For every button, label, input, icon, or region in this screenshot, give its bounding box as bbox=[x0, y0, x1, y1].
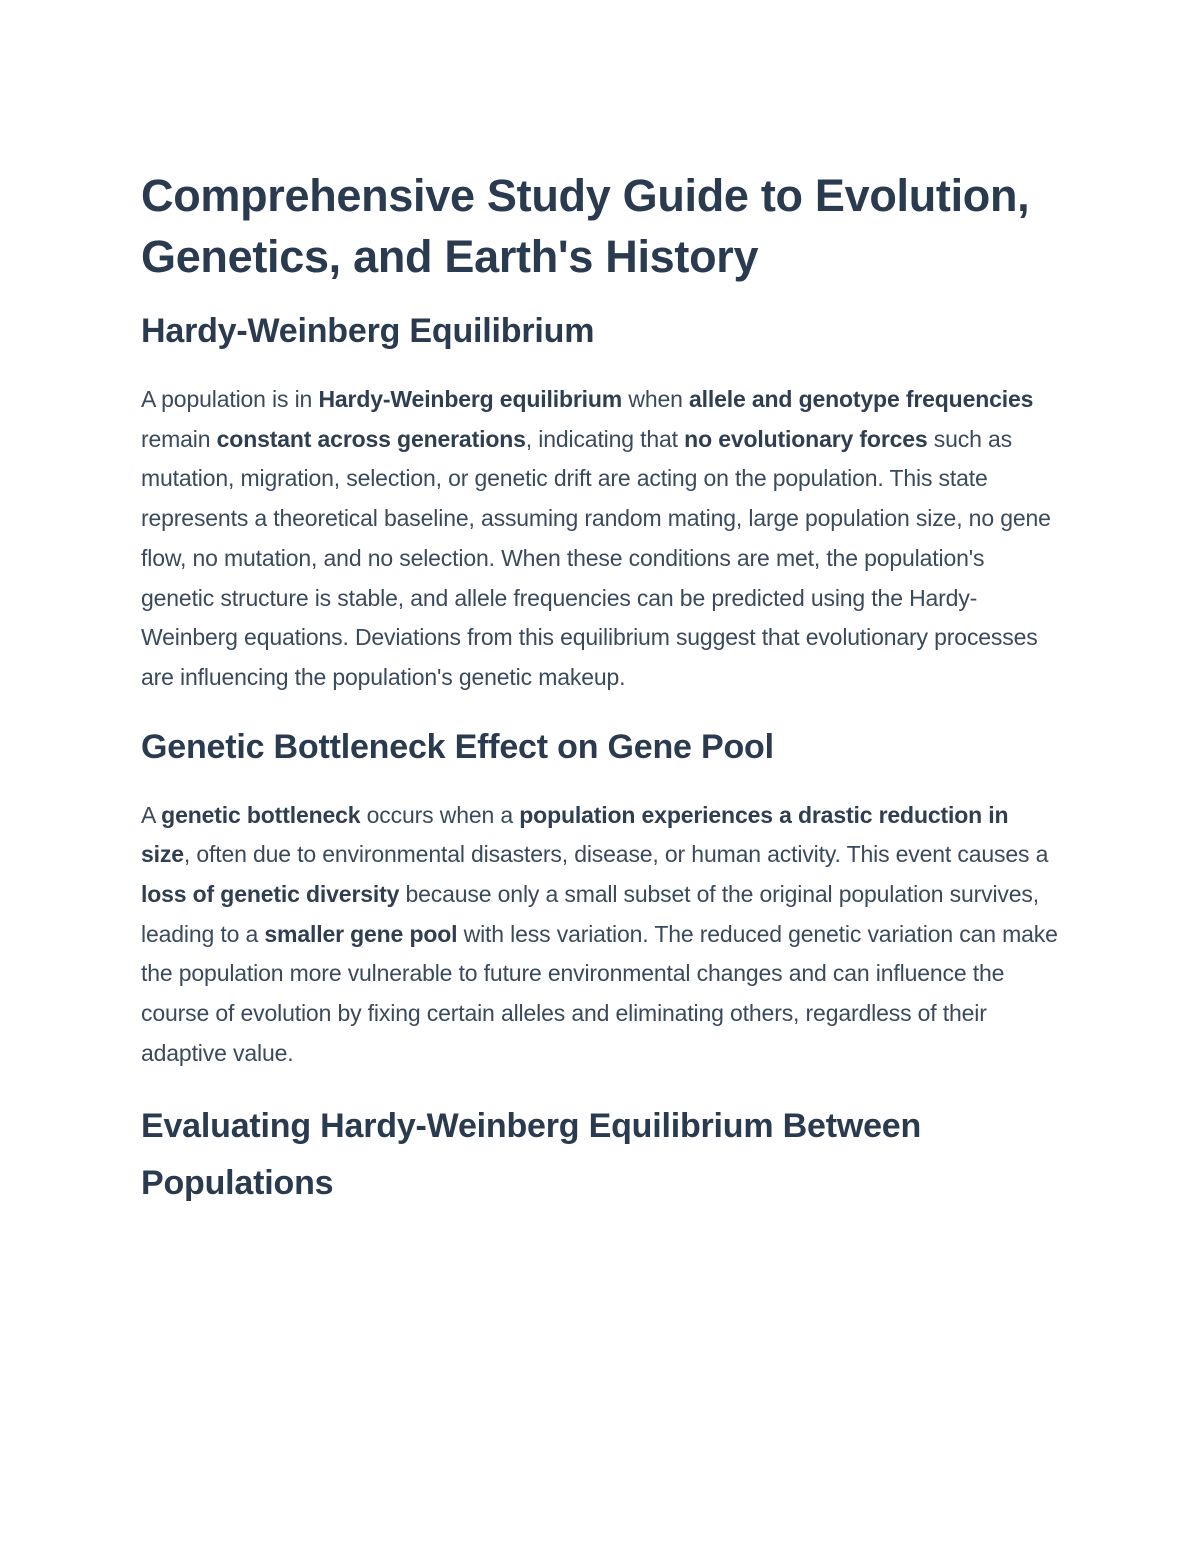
document-title: Comprehensive Study Guide to Evolution, Genetics, and Earth's History bbox=[141, 170, 1030, 282]
text-run: when bbox=[622, 386, 689, 412]
section-heading-hardy-weinberg: Hardy-Weinberg Equilibrium bbox=[141, 312, 595, 350]
document-page bbox=[141, 165, 1061, 1212]
text-run: A population is in bbox=[141, 386, 319, 412]
section-paragraph-genetic-bottleneck bbox=[141, 796, 1061, 1074]
section-heading-genetic-bottleneck: Genetic Bottleneck Effect on Gene Pool bbox=[141, 727, 774, 766]
text-run: , indicating that bbox=[525, 425, 685, 452]
bold-term: genetic bottleneck bbox=[161, 801, 361, 828]
text-run: because only a small subset of the original population survives, leading to a bbox=[141, 881, 1040, 947]
section-heading-evaluating-hardy-weinberg: Evaluating Hardy-Weinberg Equilibrium Between Populations bbox=[141, 1106, 922, 1202]
text-run: , often due to environmental disasters, disease, or human activity. This event causes a bbox=[183, 841, 1049, 868]
bold-term: population experiences a drastic reduction in size bbox=[141, 801, 1009, 868]
section-paragraph-hardy-weinberg bbox=[141, 380, 1061, 698]
text-run: A bbox=[141, 801, 162, 828]
bold-term: smaller gene pool bbox=[264, 920, 458, 947]
bold-term: no evolutionary forces bbox=[684, 425, 928, 452]
bold-term: Hardy-Weinberg equilibrium bbox=[318, 386, 623, 412]
bold-term: loss of genetic diversity bbox=[141, 881, 400, 908]
text-run: such as mutation, migration, selection, or genetic drift are acting on the population. This state represents a theoretical baseline, assuming random mating, large population size, no gene flow, no mutation, and no selection. When these conditions are met, the population's genetic structure is stable, and allele frequencies can be predicted using the Hardy-Weinberg equations. Deviations from this equilibrium suggest that evolutionary processes are influencing the population's genetic makeup. bbox=[141, 425, 1051, 690]
bold-term: allele and genotype frequencies bbox=[689, 386, 1034, 412]
text-run: remain bbox=[141, 425, 217, 452]
bold-term: constant across generations bbox=[216, 425, 526, 452]
text-run: occurs when a bbox=[360, 801, 520, 828]
text-run: with less variation. The reduced genetic variation can make the population more vulnerable to future environmental changes and can influence the course of evolution by fixing certain alleles and eliminating others, regardless of their adaptive value. bbox=[141, 920, 1058, 1066]
